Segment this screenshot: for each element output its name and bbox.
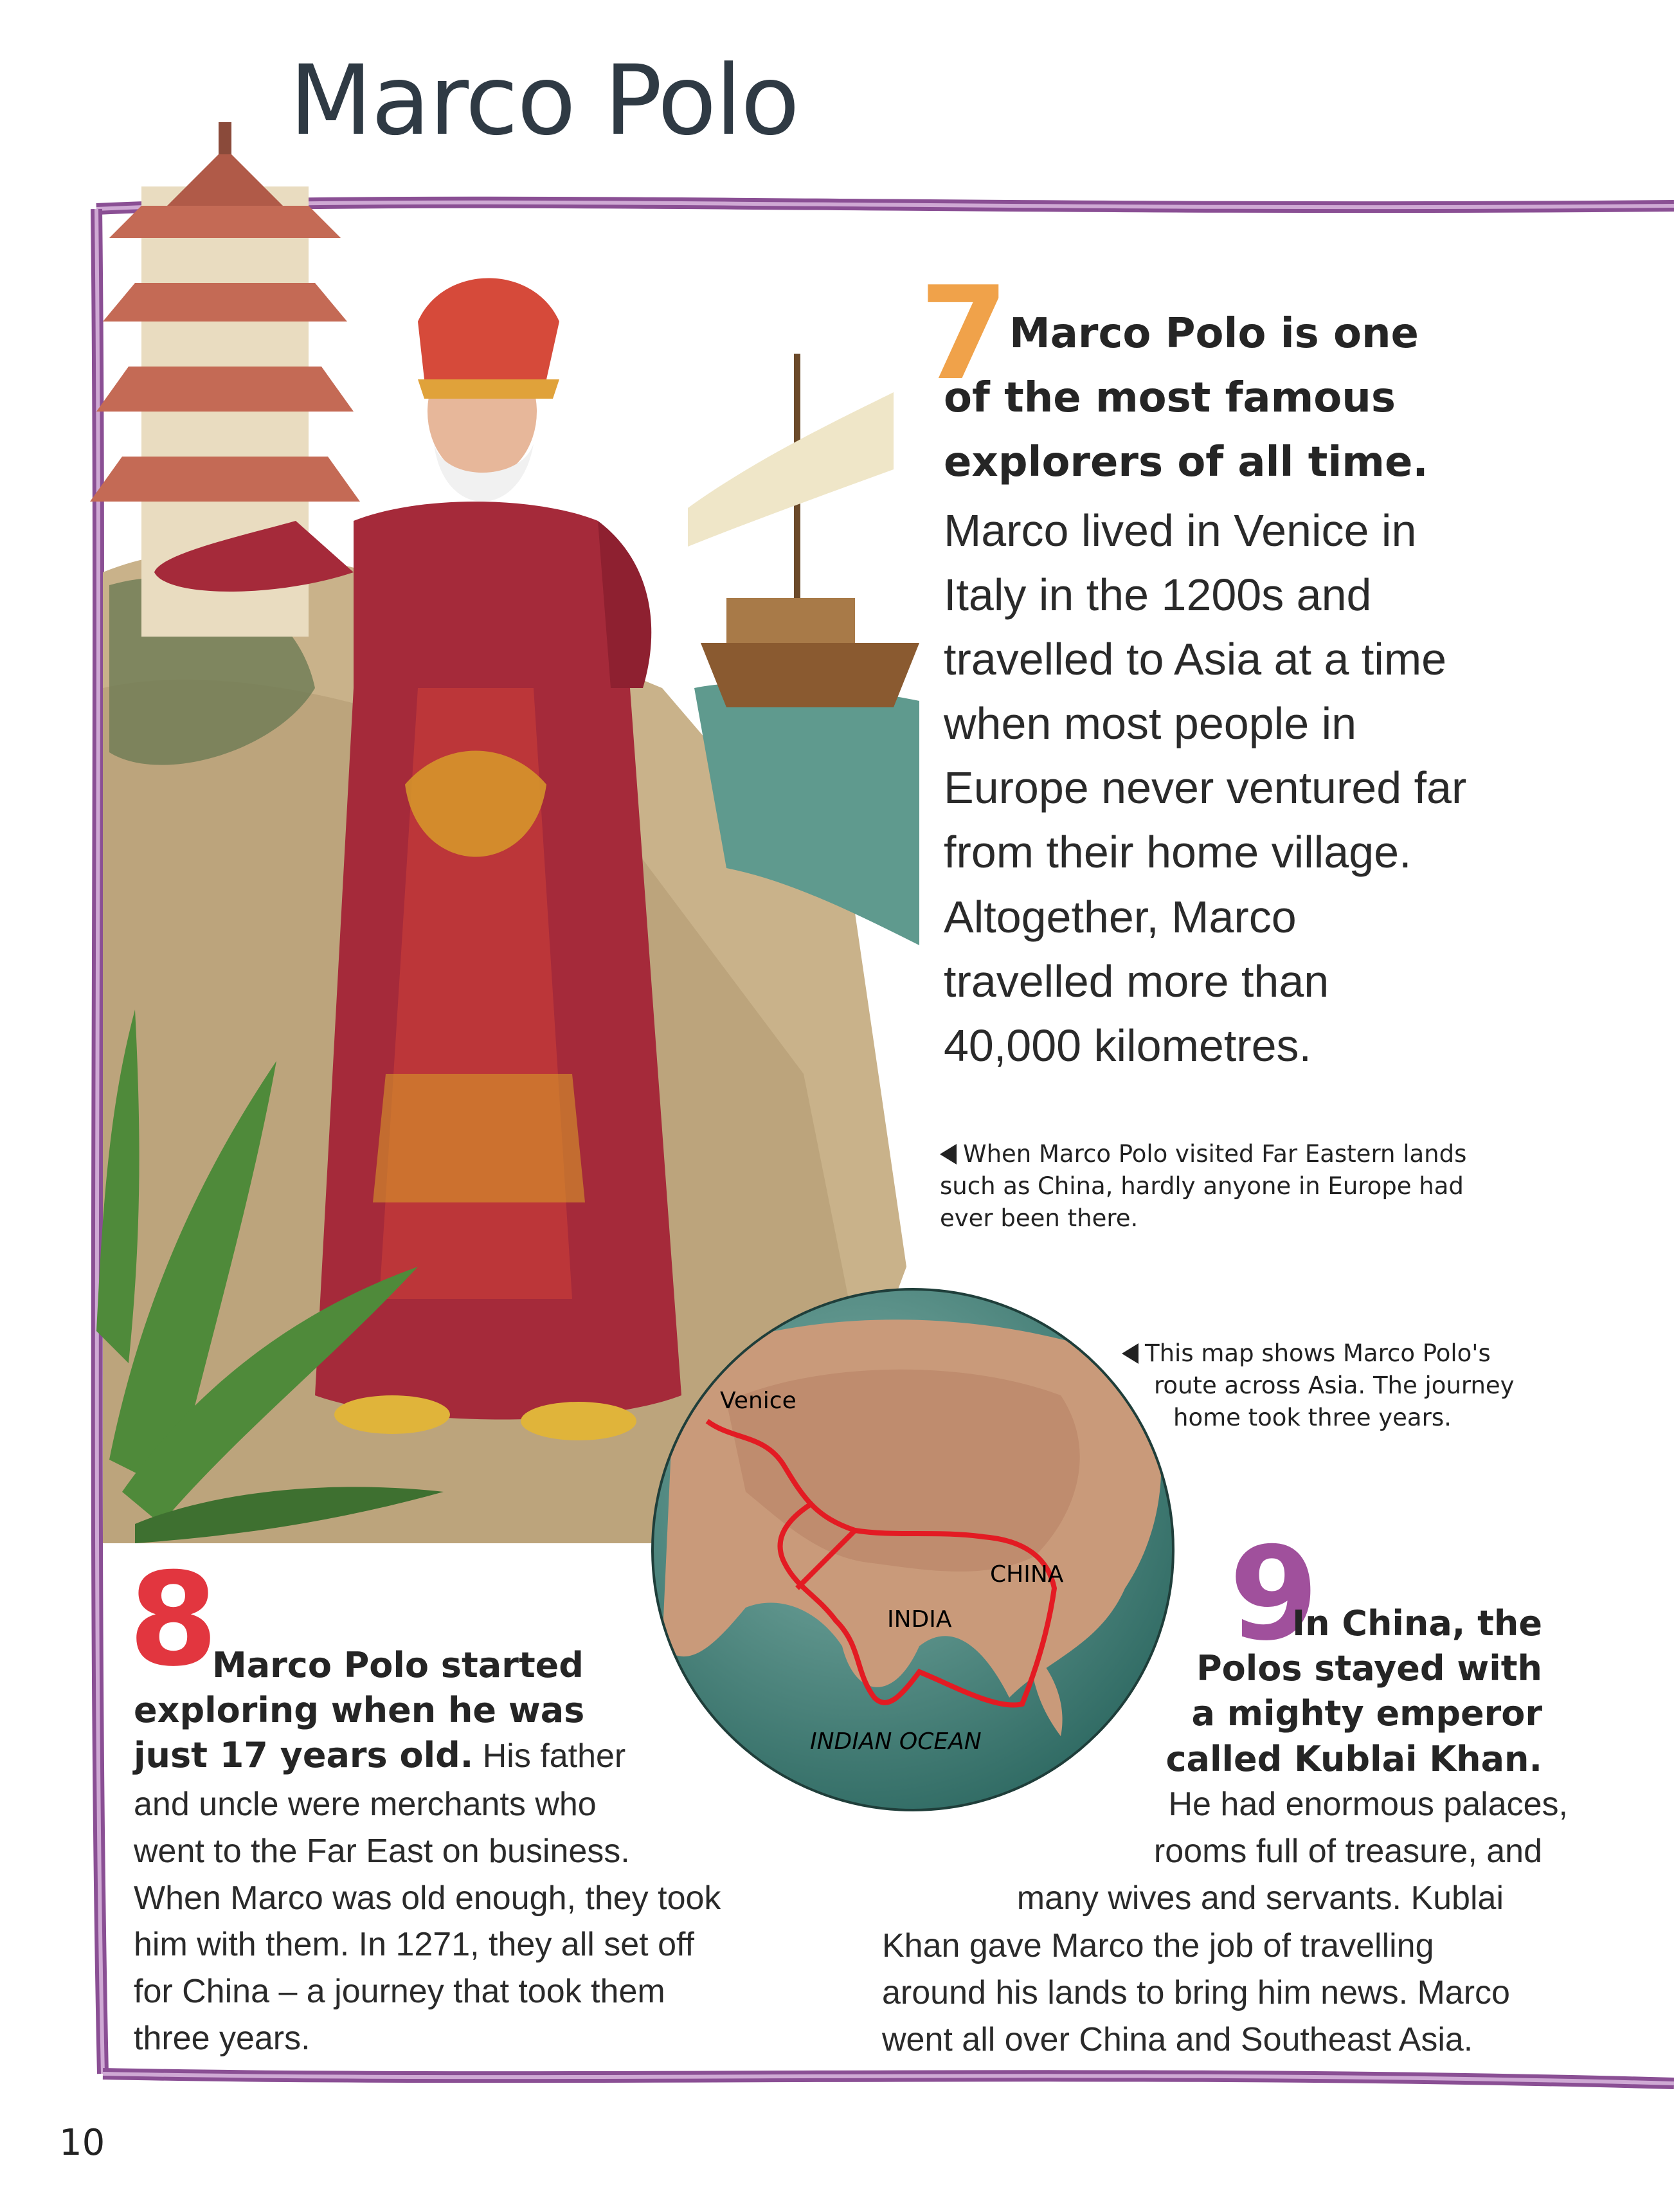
fact7-lead-line: Marco Polo is one (1009, 310, 1419, 358)
fact7-body-line: from their home village. (944, 827, 1412, 878)
fact7-body-line: travelled to Asia at a time (944, 634, 1447, 685)
fact8-lead-line (134, 1733, 626, 1780)
ship-icon (688, 354, 919, 707)
fact9-body-line: Khan gave Marco the job of travelling (882, 1927, 1434, 1964)
fact7-lead-line: of the most famous (944, 374, 1396, 422)
fact8-lead-line: exploring when he was (134, 1690, 585, 1730)
fact8-body-line: him with them. In 1271, they all set off (134, 1926, 694, 1964)
fact8-body-line: and uncle were merchants who (134, 1786, 597, 1823)
fact8-lead-emphasis: just 17 years old. (134, 1735, 474, 1775)
fact9-body-line: many wives and servants. Kublai (1016, 1879, 1504, 1917)
page-title: Marco Polo (289, 45, 798, 157)
fact7-body-line: travelled more than (944, 956, 1329, 1006)
fact7-body-line: 40,000 kilometres. (944, 1020, 1311, 1071)
fact9-lead-line: called Kublai Khan. (1166, 1738, 1542, 1779)
fact9-lead (1166, 1601, 1542, 1782)
fact7-lead-line: explorers of all time. (944, 439, 1428, 486)
fact9-body-line: rooms full of treasure, and (1153, 1832, 1542, 1870)
fact-number-8: 8 (129, 1545, 219, 1695)
fact7-body-line: Europe never ventured far (944, 763, 1467, 813)
fact8-lead-line: Marco Polo started (212, 1645, 584, 1685)
fact8-body-tail: His father (473, 1737, 626, 1775)
fact8-body-line: When Marco was old enough, they took (134, 1879, 721, 1917)
map-label-indian-ocean: INDIAN OCEAN (810, 1728, 982, 1755)
fact7-body (944, 498, 1466, 1078)
fact9-body-cont (882, 1923, 1510, 2063)
map-caption (1122, 1337, 1515, 1434)
fact9-lead-line: a mighty emperor (1191, 1693, 1542, 1734)
page-number: 10 (59, 2122, 105, 2164)
fact9-lead-line: Polos stayed with (1196, 1648, 1542, 1689)
fact-number-9: 9 (1229, 1519, 1319, 1669)
caption-line: This map shows Marco Polo's (1145, 1339, 1491, 1367)
caption-line: route across Asia. The journey (1154, 1371, 1515, 1399)
caption-line: home took three years. (1173, 1403, 1452, 1431)
fact9-body-line: went all over China and Southeast Asia. (882, 2020, 1473, 2058)
fact8-body-line: went to the Far East on business. (134, 1832, 630, 1870)
fact7-body-line: when most people in (944, 698, 1357, 749)
map-label-india: INDIA (887, 1606, 952, 1633)
fact9-body (1017, 1781, 1568, 1921)
fact8-body (134, 1781, 721, 2062)
caption-line: When Marco Polo visited Far Eastern lands (963, 1140, 1467, 1168)
fact9-body-line: around his lands to bring him news. Marco (882, 1973, 1510, 2011)
fact7-body-line: Altogether, Marco (944, 891, 1297, 942)
fact7-caption (940, 1138, 1466, 1235)
caption-line: ever been there. (940, 1204, 1138, 1232)
map-label-china: CHINA (990, 1561, 1064, 1588)
route-map (649, 1286, 1176, 1813)
fact7-body-line: Italy in the 1200s and (944, 570, 1372, 621)
caption-line: such as China, hardly anyone in Europe had (940, 1172, 1464, 1200)
arrow-left-icon (940, 1144, 957, 1165)
fact8-body-line: for China – a journey that took them (134, 1973, 665, 2011)
fact9-body-line: He had enormous palaces, (1168, 1786, 1568, 1823)
fact9-lead-line: In China, the (1292, 1603, 1542, 1644)
fact8-body-line: three years. (134, 2019, 310, 2057)
map-label-venice: Venice (720, 1388, 797, 1414)
fact-number-7: 7 (919, 259, 1009, 409)
fact7-body-line: Marco lived in Venice in (944, 505, 1417, 556)
